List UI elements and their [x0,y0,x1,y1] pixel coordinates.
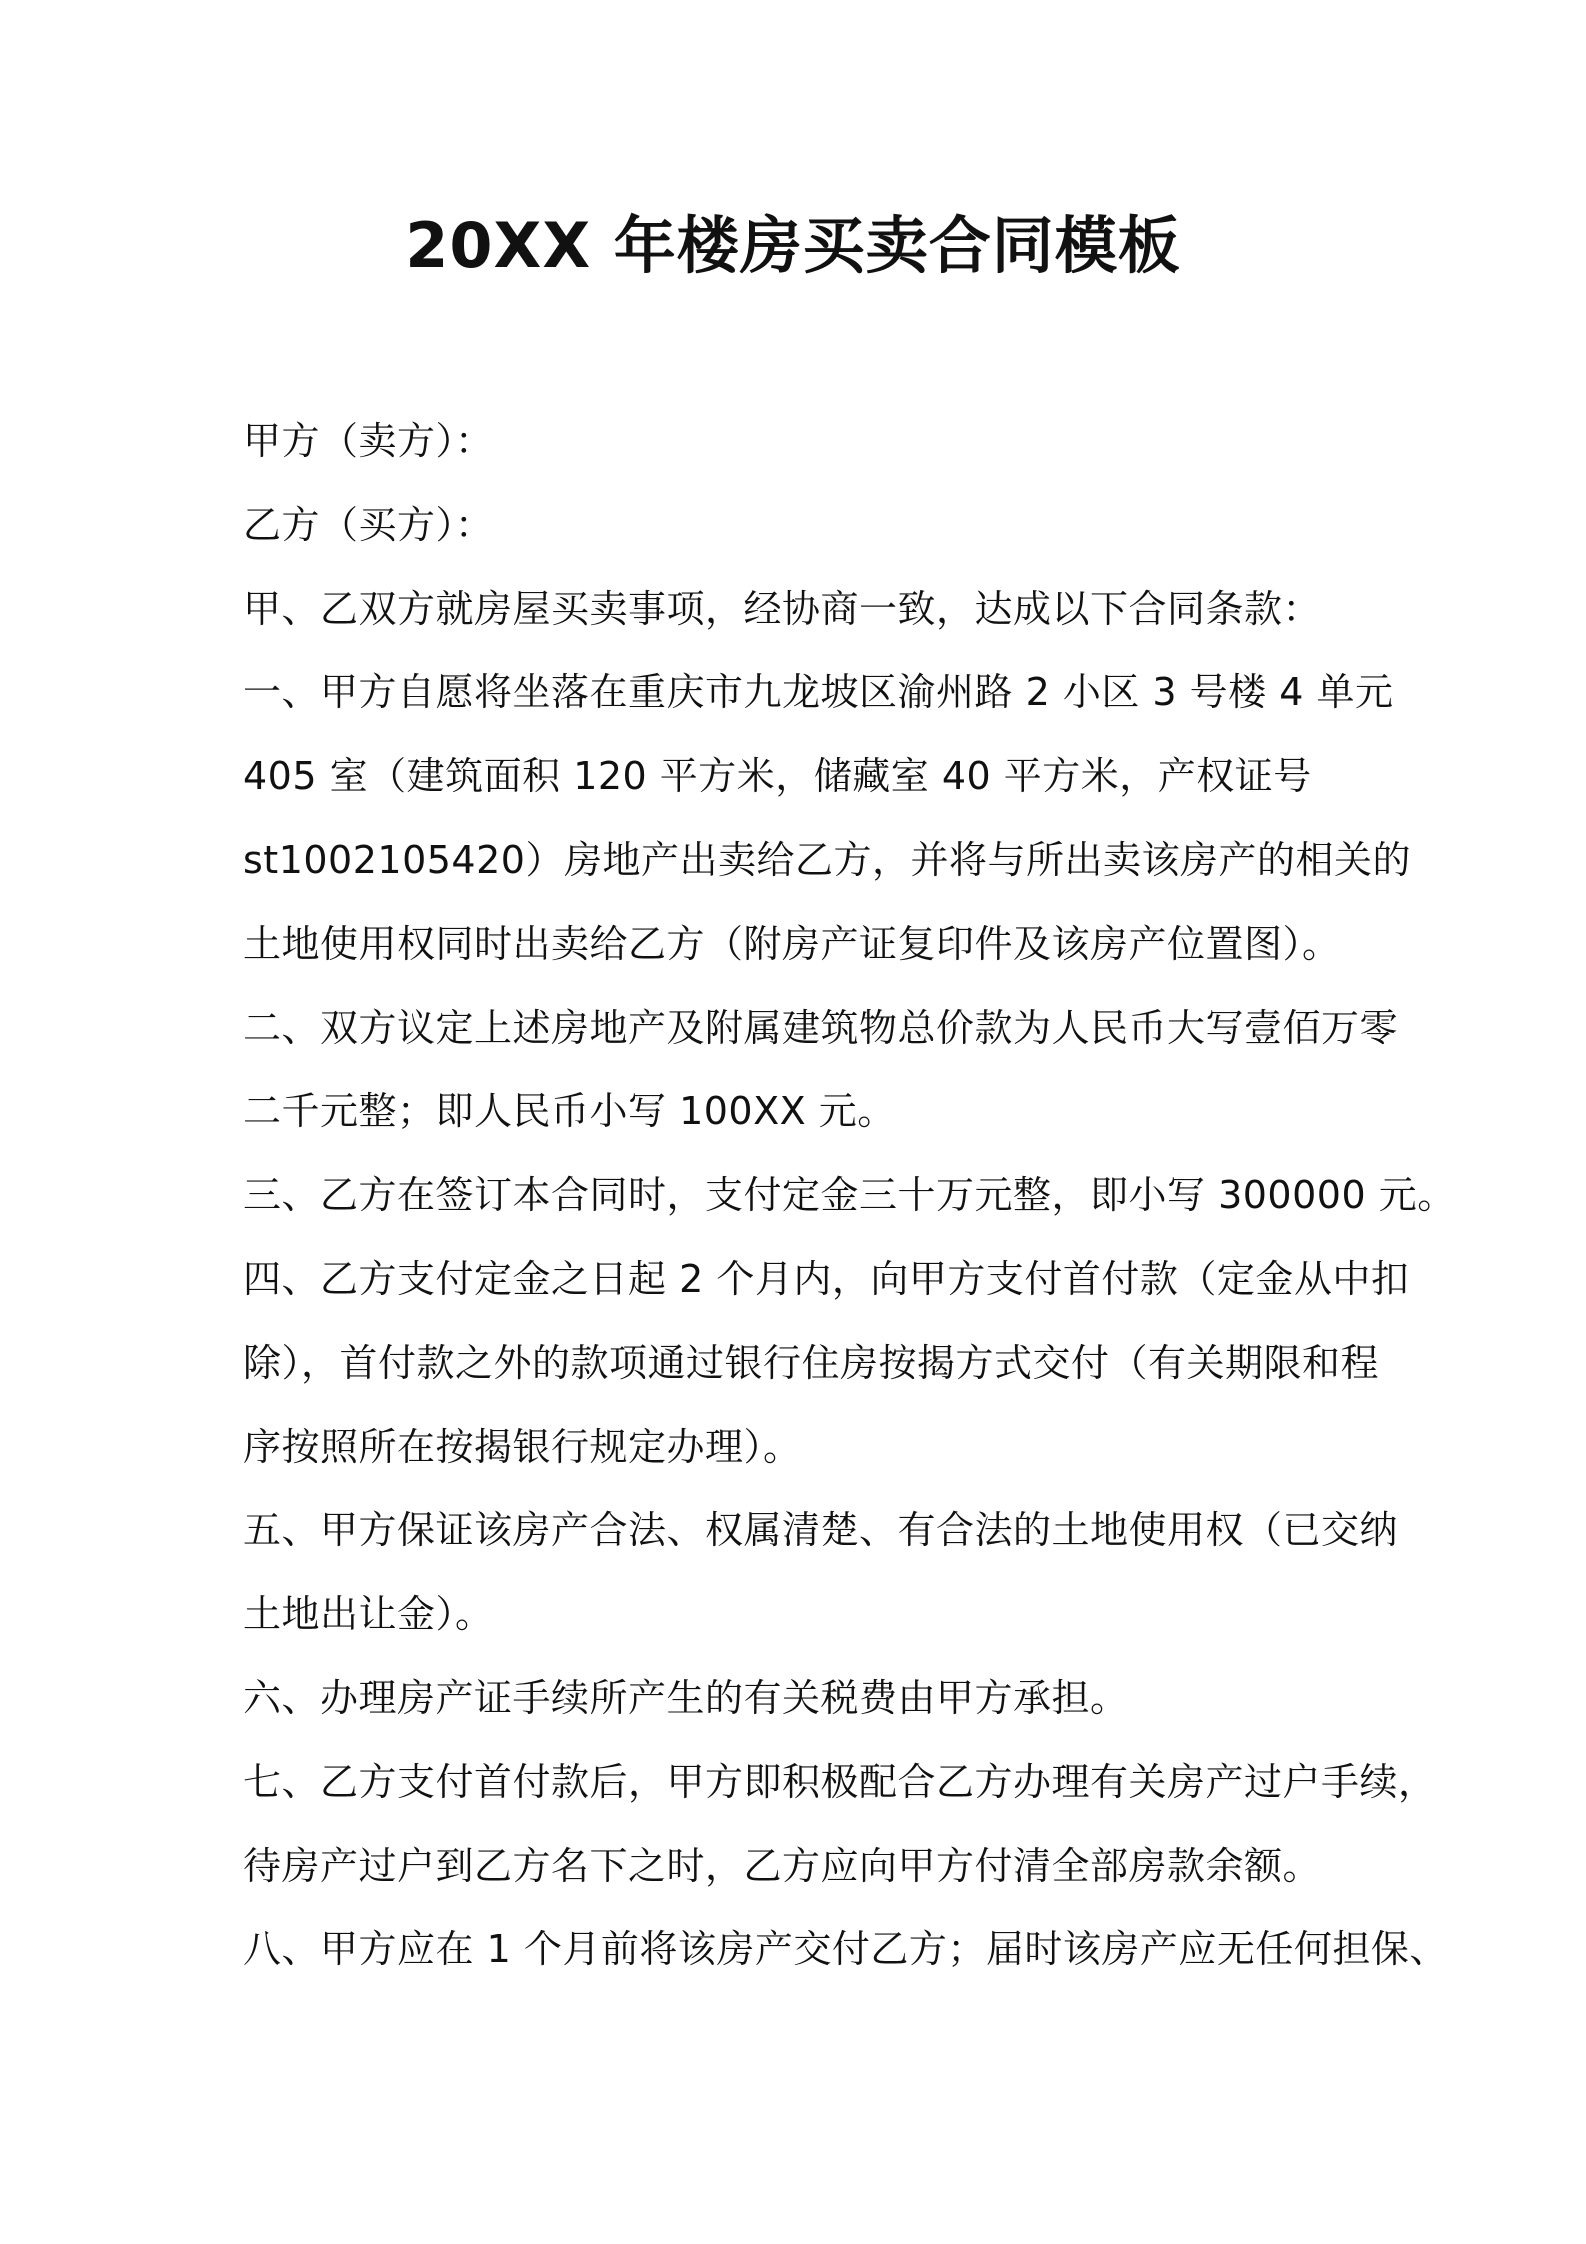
text-line: 三、乙方在签订本合同时，支付定金三十万元整，即小写 300000 元。 [243,1173,1456,1218]
text-line: 待房产过户到乙方名下之时，乙方应向甲方付清全部房款余额。 [243,1843,1322,1888]
text-line: 二、双方议定上述房地产及附属建筑物总价款为人民币大写壹佰万零 [243,1005,1399,1050]
text-line: 405 室（建筑面积 120 平方米，储藏室 40 平方米，产权证号 [243,754,1312,799]
text-line: 土地出让金）。 [243,1592,494,1637]
text-line: 土地使用权同时出卖给乙方（附房产证复印件及该房产位置图）。 [243,921,1341,966]
text-line: 甲方（卖方）： [243,419,494,463]
text-line: 四、乙方支付定金之日起 2 个月内，向甲方支付首付款（定金从中扣 [243,1256,1410,1301]
document-title: 20XX 年楼房买卖合同模板 [405,209,1181,282]
text-line: 序按照所在按揭银行规定办理）。 [243,1424,802,1469]
contract-body [243,400,1456,1992]
text-line: 甲、乙双方就房屋买卖事项，经协商一致，达成以下合同条款： [243,586,1322,631]
text-line: 一、甲方自愿将坐落在重庆市九龙坡区渝州路 2 小区 3 号楼 4 单元 [243,670,1394,715]
text-line: 除），首付款之外的款项通过银行住房按揭方式交付（有关期限和程 [243,1340,1380,1385]
text-line: 七、乙方支付首付款后，甲方即积极配合乙方办理有关房产过户手续， [243,1759,1437,1804]
text-line: 六、办理房产证手续所产生的有关税费由甲方承担。 [243,1675,1129,1720]
text-line: st1002105420）房地产出卖给乙方，并将与所出卖该房产的相关的 [243,837,1411,882]
text-line: 乙方（买方）： [243,502,494,547]
text-line: 八、甲方应在 1 个月前将该房产交付乙方；届时该房产应无任何担保、 [243,1927,1448,1972]
text-line: 五、甲方保证该房产合法、权属清楚、有合法的土地使用权（已交纳 [243,1508,1399,1553]
text-line: 二千元整；即人民币小写 100XX 元。 [243,1089,896,1134]
